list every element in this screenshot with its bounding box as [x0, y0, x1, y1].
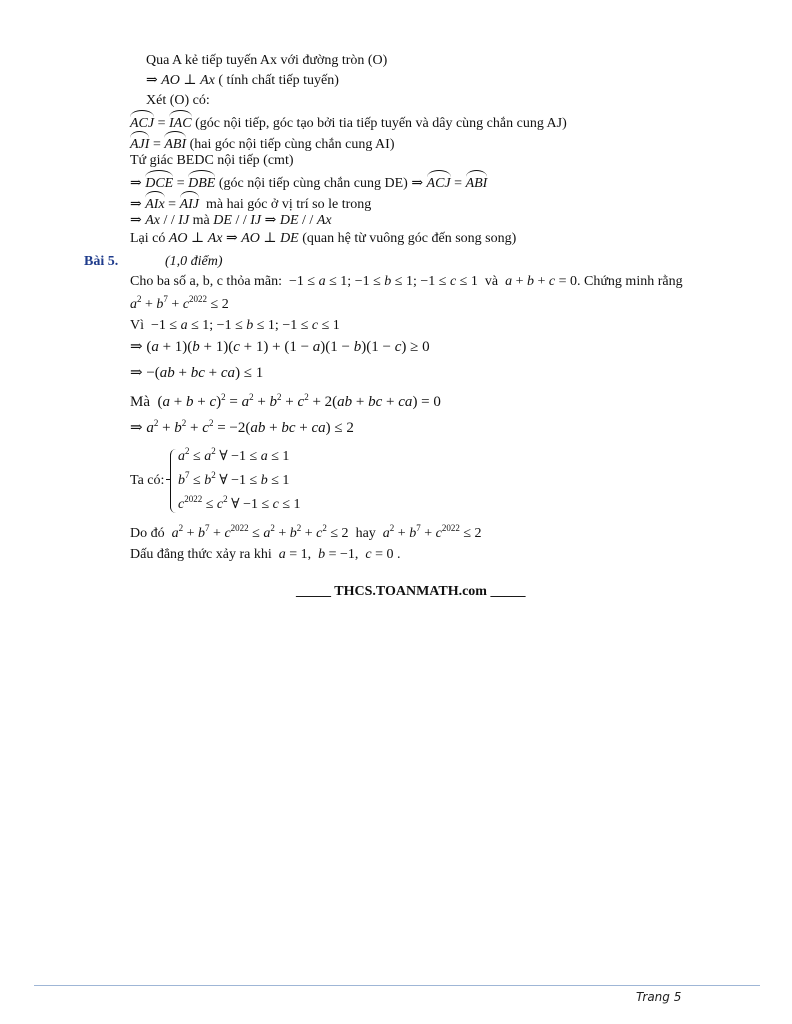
math-line-ma: Mà $(a + b + c)^2 = a^2 + b^2 + c^2 + 2(ab$ + bc + ca) = 0 — [130, 392, 441, 410]
math-line-product: ⇒ (a + 1)(b + 1)(c + 1) + (1 − a)(1 − b)(1 − c) ≥ 0 — [130, 339, 430, 355]
statement-text: và — [484, 274, 499, 289]
text-line-5: AJI = ABI (hai góc nội tiếp cùng chắn cung AI) — [130, 134, 395, 153]
math-line-dodo: Do đó $a^2 + b^7 + c^{2022} \le a^2 + b^2 + c^2 \le 2$ hay $a^2 + b^7 + c^{2022} \le 2$ — [130, 523, 482, 541]
page-number: Trang 5 — [636, 990, 682, 1004]
line-note: (góc nội tiếp cùng chắn cung DE) — [218, 176, 408, 191]
problem-score: (1,0 điểm) — [165, 254, 223, 269]
text-line-7: ⇒ DCE = DBE (góc nội tiếp cùng chắn cung DE) ⇒ ACJ = ABI — [130, 173, 487, 192]
line-text: Lại có — [130, 231, 166, 246]
text-line-6 — [130, 152, 294, 169]
line-text: mà — [192, 213, 210, 228]
text-line-1 — [146, 52, 387, 69]
line-text: Qua A kẻ tiếp tuyến Ax với đường tròn (O) — [146, 53, 388, 68]
math-line-sum: ⇒ −(ab + bc + ca) ≤ 1 — [130, 365, 264, 381]
line-note: ( tính chất tiếp tuyến) — [218, 73, 339, 88]
text-line-2: ⇒ AO ⊥ Ax ( tính chất tiếp tuyến) — [146, 73, 339, 88]
system-brace-tip — [166, 479, 171, 480]
line-note: mà hai góc ở vị trí so le trong — [206, 197, 372, 212]
line-note: (góc nội tiếp, góc tạo bởi tia tiếp tuyến và dây cùng chắn cung AJ) — [195, 116, 567, 131]
text-line-9: ⇒ Ax / / IJ mà DE / / IJ ⇒ DE / / Ax — [130, 213, 332, 228]
statement-text: Cho ba số a, b, c thỏa mãn: — [130, 274, 283, 289]
line-note: (quan hệ từ vuông góc đến song song) — [302, 231, 517, 246]
problem-label: Bài 5. — [84, 254, 119, 269]
system-row-b: $b^7 \le b^2$ ∀ −1 ≤ b ≤ 1 — [178, 470, 290, 488]
math-word: Mà — [130, 394, 150, 410]
site-footer-title: _____ THCS.TOANMATH.com _____ — [296, 584, 526, 599]
text-line-4: ACJ = IAC (góc nội tiếp, góc tạo bởi tia tiếp tuyến và dây cùng chắn cung AJ) — [130, 113, 567, 132]
statement-text: . Chứng minh rằng — [577, 274, 683, 289]
text-line-10: Lại có AO ⊥ Ax ⇒ AO ⊥ DE (quan hệ từ vuông góc đến song song) — [130, 231, 517, 246]
math-claim: $a^2 + b^7 + c^{2022} \le 2$ — [130, 294, 229, 312]
text-line-8: ⇒ AIx = AIJ mà hai góc ở vị trí so le trong — [130, 194, 371, 213]
math-line-squares: ⇒ $a^2 + b^2 + c^2 = -2(ab$ + bc + ca) ≤ 2 — [130, 418, 354, 436]
text-line-3 — [146, 92, 210, 109]
system-row-c: $c^{2022} \le c^2$ ∀ −1 ≤ c ≤ 1 — [178, 494, 301, 512]
math-word: Dấu đẳng thức xảy ra khi — [130, 547, 272, 562]
math-word: hay — [355, 526, 376, 541]
math-line-vi: Vì −1 ≤ a ≤ 1; −1 ≤ b ≤ 1; −1 ≤ c ≤ 1 — [130, 318, 340, 333]
system-brace — [170, 449, 177, 513]
line-text: Tứ giác BEDC nội tiếp (cmt) — [130, 153, 294, 168]
footer-divider — [34, 985, 760, 986]
math-word: Vì — [130, 318, 144, 333]
system-row-a: $a^2 \le a^2$ ∀ −1 ≤ a ≤ 1 — [178, 446, 290, 464]
math-word: Do đó — [130, 526, 165, 541]
line-text: Xét (O) có: — [146, 93, 210, 108]
math-line-equality: Dấu đẳng thức xảy ra khi a = 1, b = −1, c = 0 . — [130, 547, 401, 562]
problem-statement: Cho ba số a, b, c thỏa mãn: −1 ≤ a ≤ 1; −1 ≤ b ≤ 1; −1 ≤ c ≤ 1 và a + b + c = 0. Chứng minh rằng — [130, 274, 683, 289]
math-taco-label: Ta có: — [130, 473, 165, 488]
line-note: (hai góc nội tiếp cùng chắn cung AI) — [189, 137, 395, 152]
